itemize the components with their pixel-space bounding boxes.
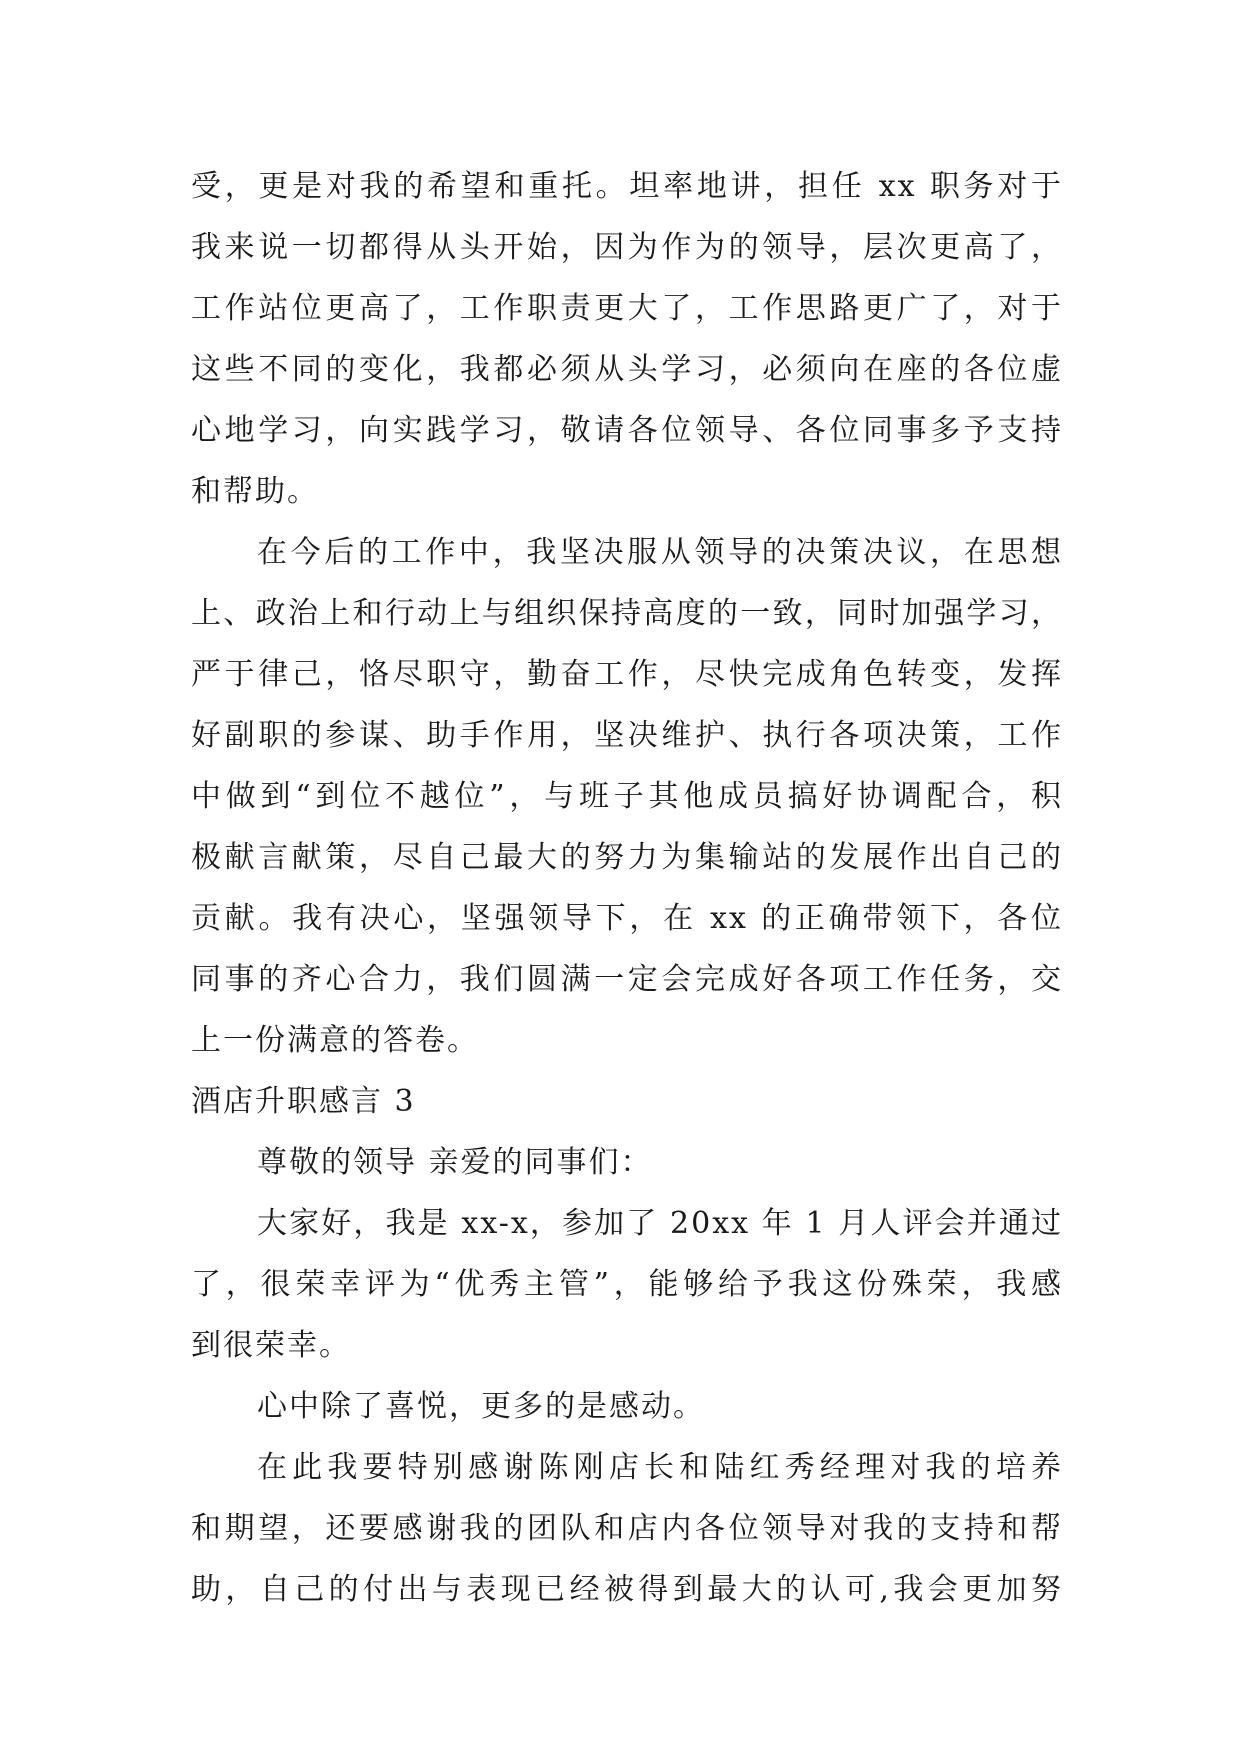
text-line: 助，自己的付出与表现已经被得到最大的认可,我会更加努: [191, 1572, 1063, 1607]
paragraph: [191, 1437, 1063, 1620]
greeting: 尊敬的领导 亲爱的同事们：: [257, 1145, 653, 1180]
text-line: 我来说一切都得从头开始，因为作为的领导，层次更高了，: [191, 230, 1063, 265]
text-line: 好副职的参谋、助手作用，坚决维护、执行各项决策，工作: [191, 718, 1063, 753]
text-line: 中做到“到位不越位”，与班子其他成员搞好协调配合，积: [191, 779, 1063, 814]
text-line: 贡献。我有决心，坚强领导下，在 xx 的正确带领下，各位: [191, 901, 1063, 936]
text-line: 了，很荣幸评为“优秀主管”，能够给予我这份殊荣，我感: [191, 1267, 1063, 1302]
text-line: 在今后的工作中，我坚决服从领导的决策决议，在思想: [257, 535, 1063, 570]
paragraph: [191, 156, 1063, 522]
text-line: 在此我要特别感谢陈刚店长和陆红秀经理对我的培养: [257, 1450, 1063, 1485]
text-line: 同事的齐心合力，我们圆满一定会完成好各项工作任务，交: [191, 962, 1063, 997]
text-line: 和期望，还要感谢我的团队和店内各位领导对我的支持和帮: [191, 1511, 1063, 1546]
text-line: 大家好，我是 xx-x，参加了 20xx 年 1 月人评会并通过: [257, 1206, 1063, 1241]
text-line: 受，更是对我的希望和重托。坦率地讲，担任 xx 职务对于: [191, 169, 1063, 204]
section-title: 酒店升职感言 3: [191, 1084, 416, 1119]
text-line: 上一份满意的答卷。: [191, 1023, 479, 1058]
text-line: 工作站位更高了，工作职责更大了，工作思路更广了，对于: [191, 291, 1063, 326]
paragraph: [191, 1376, 1063, 1437]
paragraph: [191, 1193, 1063, 1376]
document-body: [191, 156, 1063, 1620]
text-line: 和帮助。: [191, 474, 319, 509]
text-line: 严于律己，恪尽职守，勤奋工作，尽快完成角色转变，发挥: [191, 657, 1063, 692]
paragraph: [191, 522, 1063, 1071]
text-line: 上、政治上和行动上与组织保持高度的一致，同时加强学习，: [191, 596, 1063, 631]
text-line: 极献言献策，尽自己最大的努力为集输站的发展作出自己的: [191, 840, 1063, 875]
text-line: 心地学习，向实践学习，敬请各位领导、各位同事多予支持: [191, 413, 1063, 448]
text-line: 这些不同的变化，我都必须从头学习，必须向在座的各位虚: [191, 352, 1063, 387]
text-line: 心中除了喜悦，更多的是感动。: [257, 1389, 705, 1424]
text-line: 到很荣幸。: [191, 1328, 351, 1363]
